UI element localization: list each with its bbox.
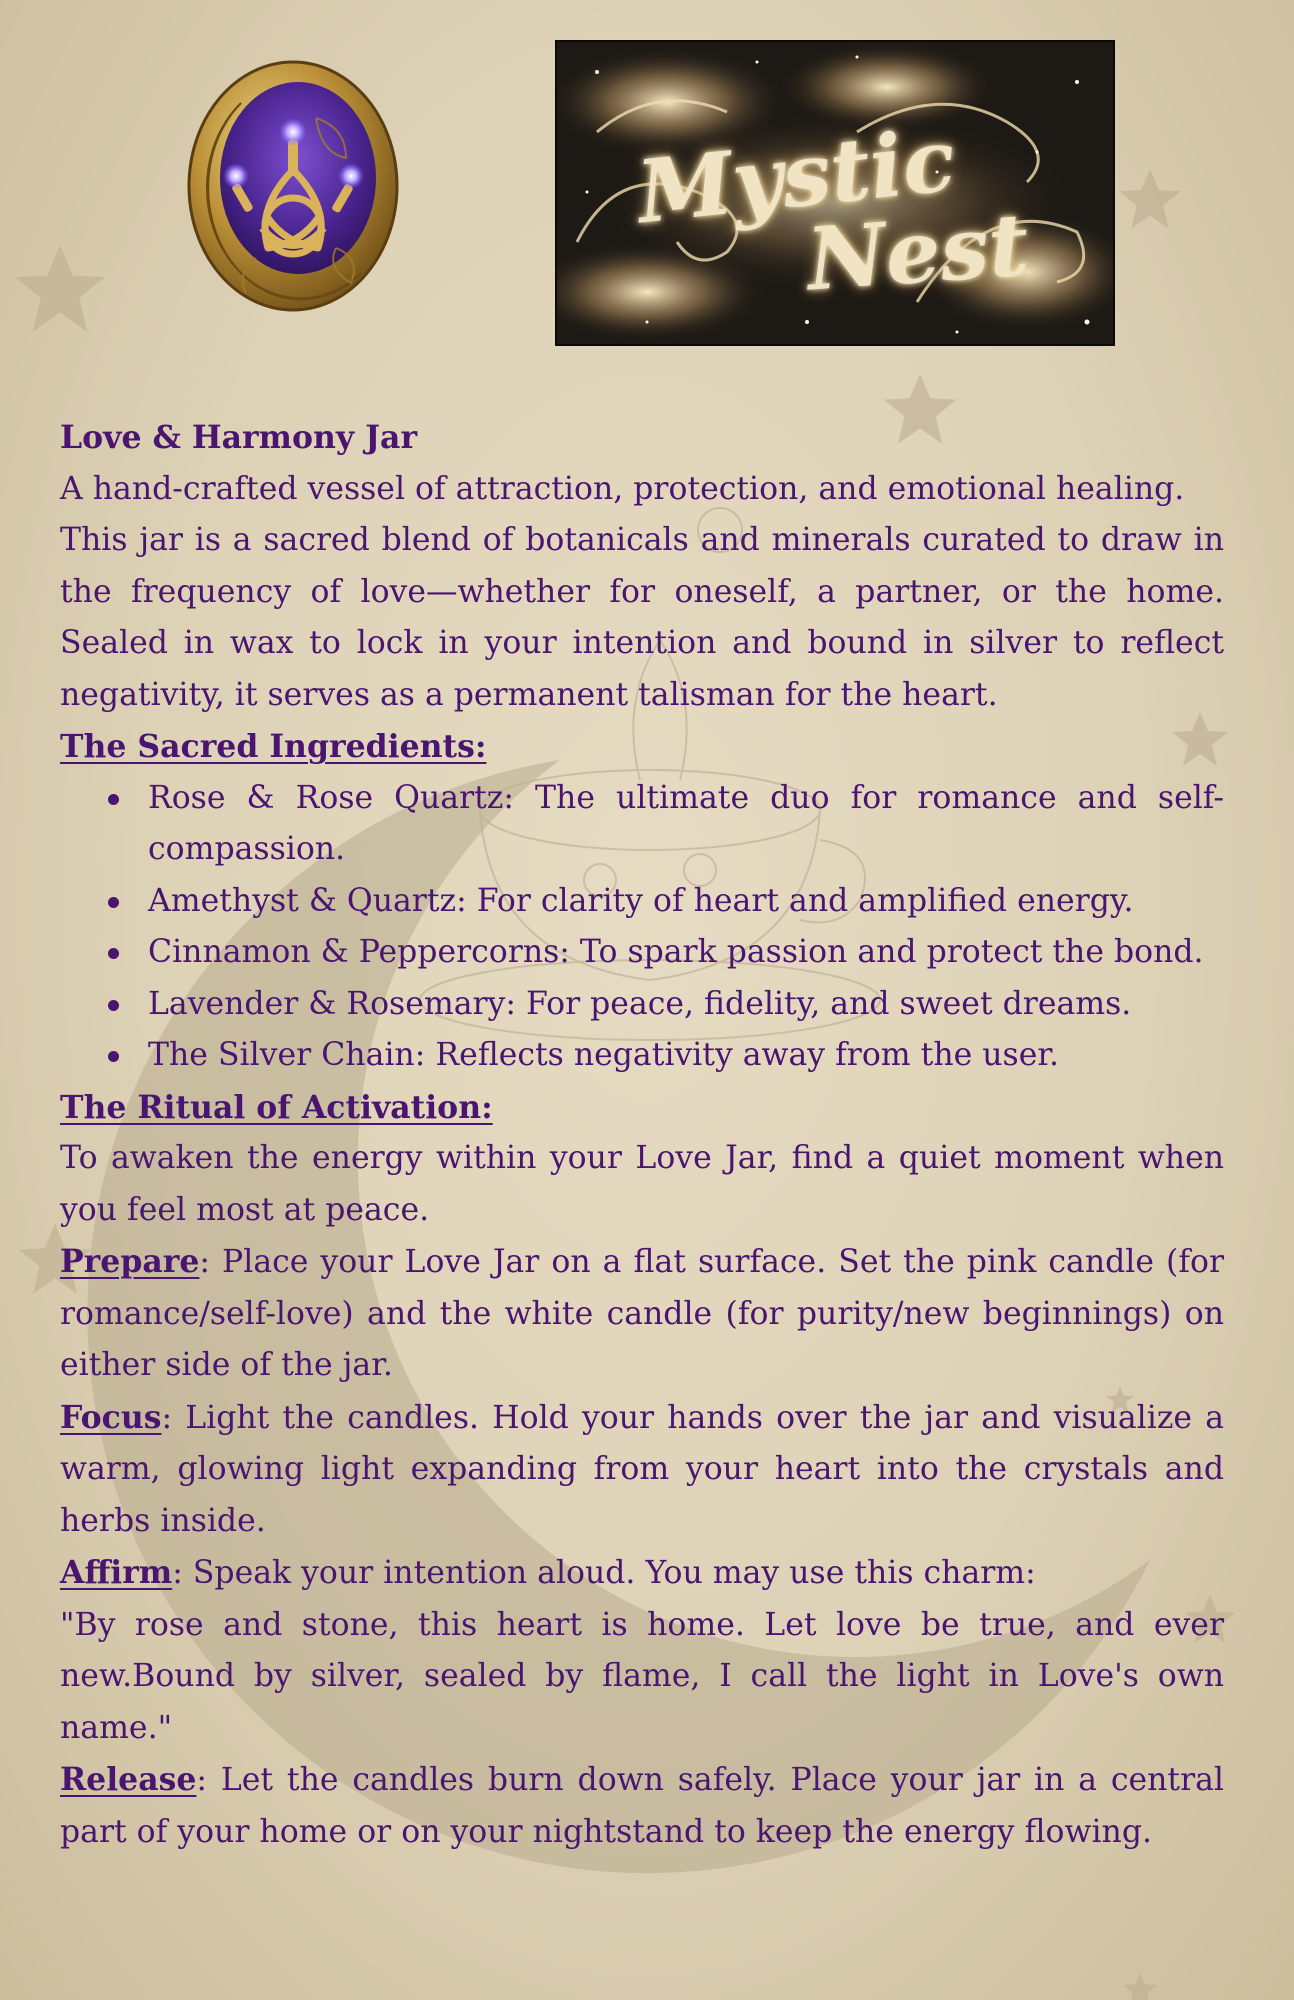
ingredients-heading: The Sacred Ingredients: — [60, 728, 487, 765]
step-label: Focus — [60, 1398, 162, 1436]
ingredients-list — [60, 773, 1224, 1082]
ritual-step-release — [60, 1754, 1224, 1858]
ritual-intro: To awaken the energy within your Love Jar, find a quiet moment when you feel most at peace. — [60, 1140, 1224, 1228]
intro-paragraph: This jar is a sacred blend of botanicals and minerals curated to draw in the frequency of love—whether for oneself, a partner, or the home. Sealed in wax to lock in your intention and bound in silver to reflect negativity, it serves as a permanent talisman for the heart. — [60, 522, 1224, 713]
step-text: : Speak your intention aloud. You may use this charm: — [172, 1555, 1036, 1591]
list-item: Amethyst & Quartz: For clarity of heart and amplified energy. — [148, 876, 1224, 928]
list-item: Lavender & Rosemary: For peace, fidelity, and sweet dreams. — [148, 979, 1224, 1031]
ritual-step-focus — [60, 1392, 1224, 1548]
logo-word-nest: Nest — [803, 194, 1032, 311]
ritual-step-affirm — [60, 1547, 1224, 1600]
ritual-step-prepare — [60, 1236, 1224, 1392]
list-item: Rose & Rose Quartz: The ultimate duo for romance and self-compassion. — [148, 773, 1224, 876]
mystic-nest-logo-banner — [555, 40, 1115, 346]
tagline: A hand-crafted vessel of attraction, protection, and emotional healing. — [60, 470, 1185, 507]
step-label: Affirm — [60, 1554, 173, 1591]
list-item: Cinnamon & Peppercorns: To spark passion and protect the bond. — [148, 927, 1224, 979]
step-label: Release — [60, 1761, 197, 1798]
product-title: Love & Harmony Jar — [60, 419, 418, 456]
step-text: : Light the candles. Hold your hands over the jar and visualize a warm, glowing light expanding from your heart into the crystals and herbs inside. — [60, 1399, 1224, 1539]
step-label: Prepare — [60, 1243, 200, 1280]
step-text: : Place your Love Jar on a flat surface. Set the pink candle (for romance/self-love) and the white candle (for purity/new beginnings) on either side of the jar. — [60, 1244, 1224, 1383]
step-text: : Let the candles burn down safely. Place your jar in a central part of your home or on your nightstand to keep the energy flowing. — [60, 1762, 1224, 1850]
charm-quote: "By rose and stone, this heart is home. Let love be true, and ever new.Bound by silver, sealed by flame, I call the light in Love's own name." — [60, 1606, 1224, 1746]
product-description — [60, 412, 1224, 1858]
ritual-heading: The Ritual of Activation: — [60, 1088, 493, 1126]
triquetra-moon-emblem — [186, 58, 400, 314]
list-item: The Silver Chain: Reflects negativity away from the user. — [148, 1030, 1224, 1082]
logo-wordmark — [557, 42, 1113, 344]
logo-word-mystic: Mystic — [632, 109, 960, 244]
